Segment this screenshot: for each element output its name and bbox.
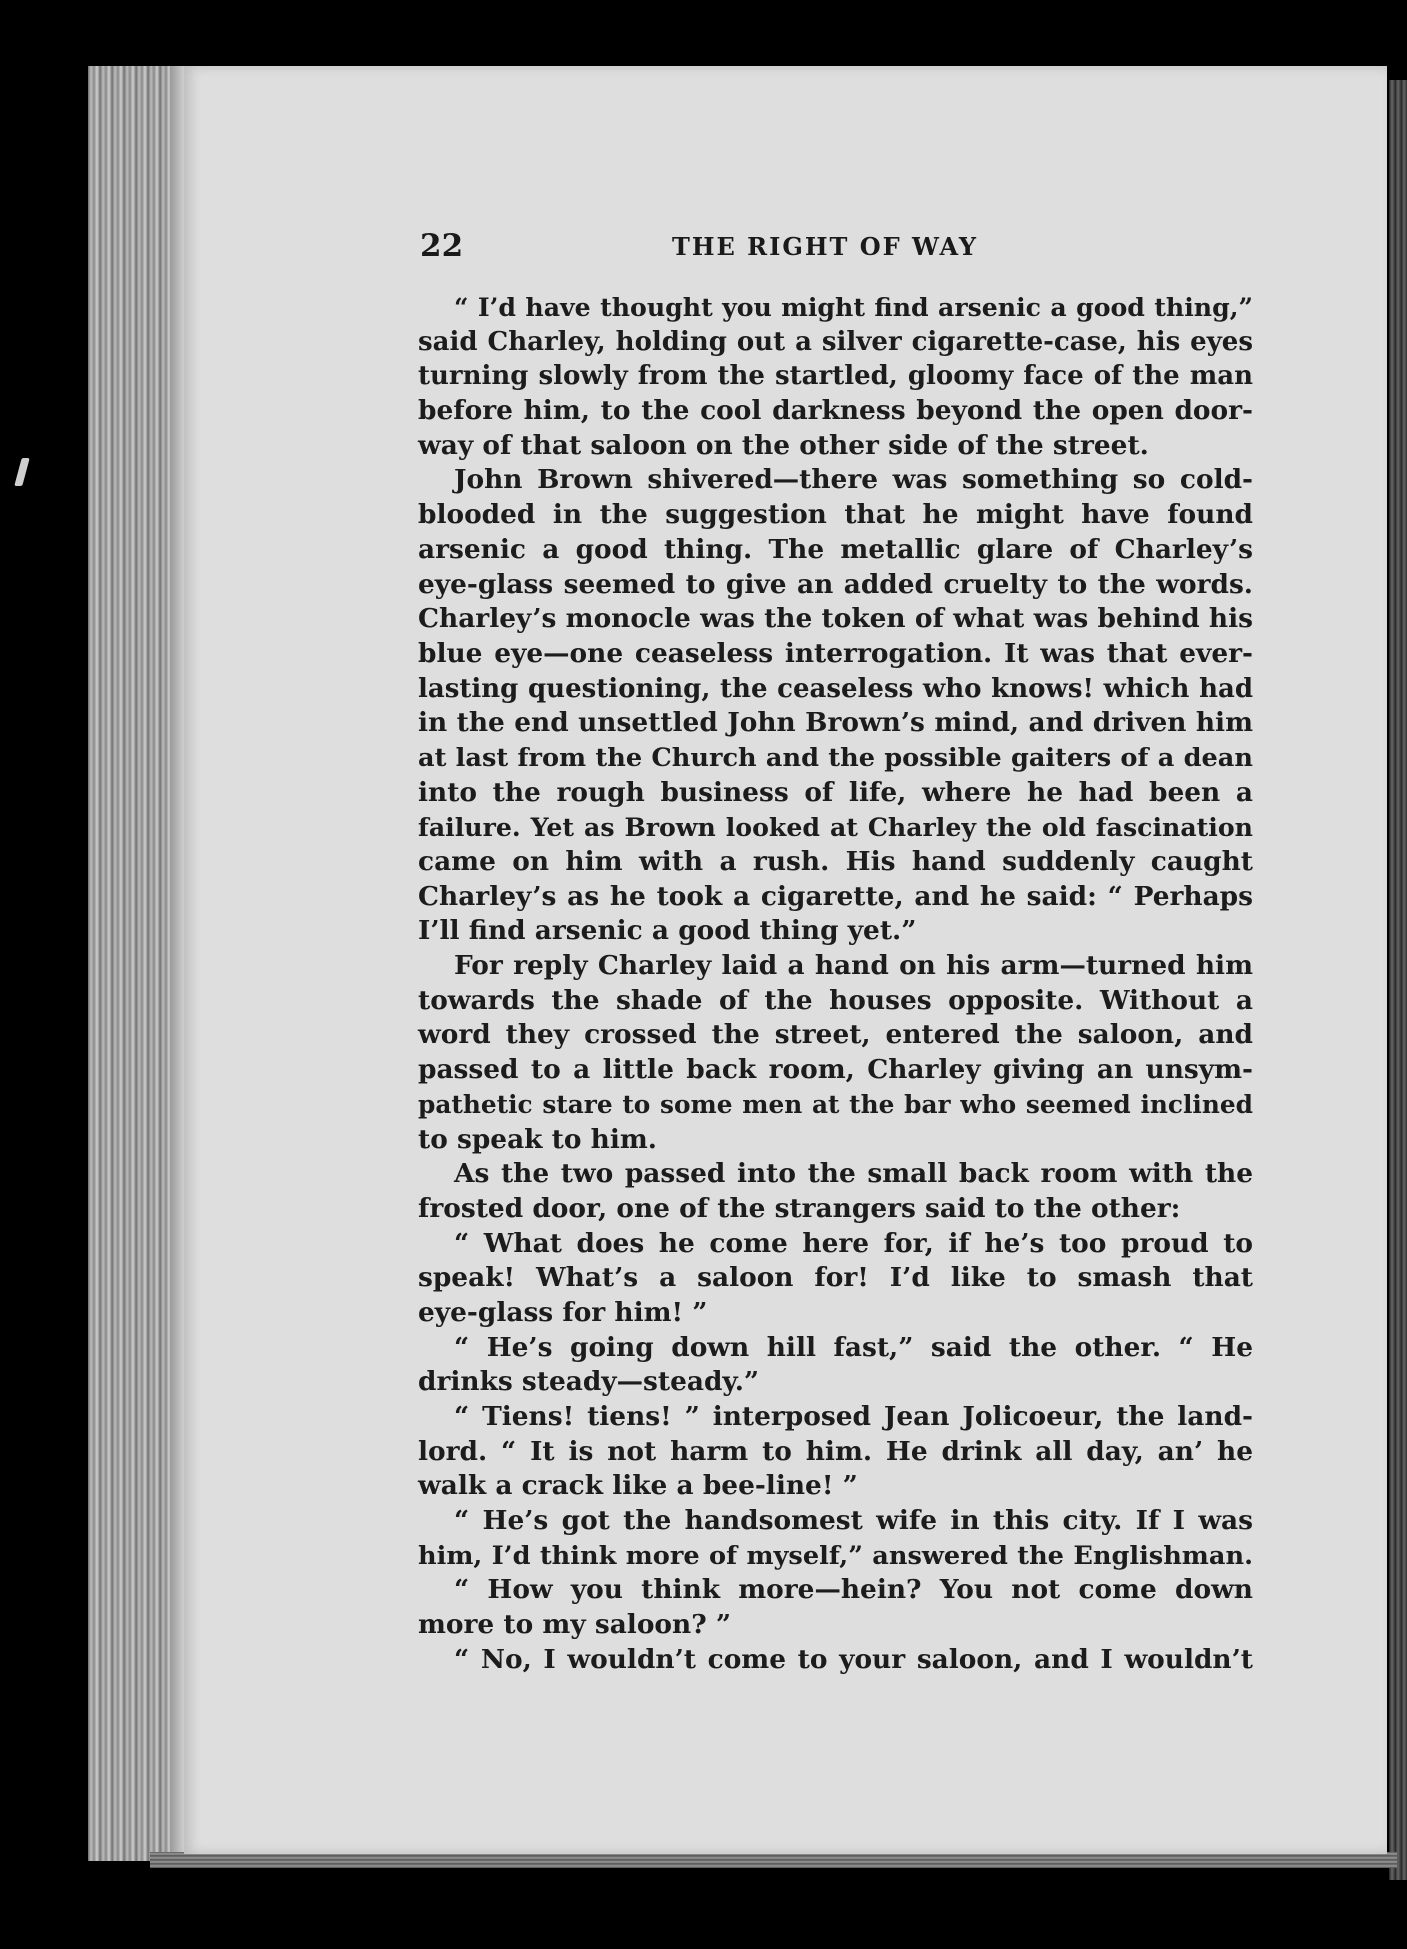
text-line: him, I’d think more of myself,” answered the Englishman. bbox=[418, 1540, 1253, 1571]
text-line: arsenic a good thing. The metallic glare of Charley’s bbox=[418, 533, 1253, 565]
text-line: For reply Charley laid a hand on his arm—turned him bbox=[454, 950, 1253, 982]
text-line: towards the shade of the houses opposite. Without a bbox=[418, 984, 1253, 1016]
text-line: blue eye—one ceaseless interrogation. It was that ever- bbox=[418, 637, 1253, 669]
text-line: speak! What’s a saloon for! I’d like to smash that bbox=[418, 1262, 1253, 1294]
text-line: more to my saloon? ” bbox=[418, 1609, 732, 1641]
text-line: lasting questioning, the ceaseless who knows! which had bbox=[418, 673, 1253, 704]
text-line: “ What does he come here for, if he’s too proud to bbox=[454, 1227, 1253, 1259]
text-line: blooded in the suggestion that he might have found bbox=[418, 499, 1253, 531]
book-binding-edge bbox=[88, 66, 188, 1861]
text-line: I’ll find arsenic a good thing yet.” bbox=[418, 915, 917, 947]
text-line: “ No, I wouldn’t come to your saloon, and I wouldn’t bbox=[454, 1643, 1253, 1675]
text-line: at last from the Church and the possible gaiters of a dean bbox=[418, 742, 1253, 773]
stray-mark bbox=[14, 458, 30, 486]
text-line: failure. Yet as Brown looked at Charley the old fascination bbox=[418, 812, 1253, 843]
text-line: drinks steady—steady.” bbox=[418, 1366, 760, 1398]
text-line: “ He’s got the handsomest wife in this city. If I was bbox=[454, 1505, 1253, 1537]
text-line: said Charley, holding out a silver cigarette-case, his eyes bbox=[418, 326, 1253, 357]
text-line: passed to a little back room, Charley giving an unsym- bbox=[418, 1054, 1253, 1086]
text-line: in the end unsettled John Brown’s mind, and driven him bbox=[418, 707, 1253, 739]
text-line: As the two passed into the small back room with the bbox=[454, 1158, 1253, 1190]
text-line: “ How you think more—hein? You not come down bbox=[454, 1574, 1253, 1606]
page-number: 22 bbox=[420, 228, 464, 264]
text-line: eye-glass for him! ” bbox=[418, 1296, 708, 1328]
page-right-edge bbox=[1389, 80, 1407, 1880]
book-title: THE RIGHT OF WAY bbox=[672, 232, 979, 261]
body-text bbox=[418, 290, 1253, 1678]
text-line: word they crossed the street, entered the saloon, and bbox=[418, 1019, 1253, 1051]
text-line: walk a crack like a bee-line! ” bbox=[418, 1470, 858, 1502]
text-line: way of that saloon on the other side of the street. bbox=[418, 429, 1149, 461]
text-line: before him, to the cool darkness beyond the open door- bbox=[418, 395, 1253, 427]
text-line: to speak to him. bbox=[418, 1123, 657, 1155]
text-line: frosted door, one of the strangers said to the other: bbox=[418, 1192, 1181, 1224]
page-bottom-edge bbox=[150, 1852, 1397, 1868]
text-line: pathetic stare to some men at the bar who seemed inclined bbox=[418, 1089, 1253, 1119]
text-line: “ I’d have thought you might find arsenic a good thing,” bbox=[454, 292, 1253, 322]
text-line: “ He’s going down hill fast,” said the other. “ He bbox=[454, 1331, 1253, 1363]
text-line: came on him with a rush. His hand suddenly caught bbox=[418, 846, 1253, 877]
text-line: turning slowly from the startled, gloomy face of the man bbox=[418, 361, 1253, 392]
text-line: Charley’s monocle was the token of what was behind his bbox=[418, 603, 1253, 635]
text-line: John Brown shivered—there was something so cold- bbox=[454, 464, 1253, 496]
text-line: eye-glass seemed to give an added cruelty to the words. bbox=[418, 568, 1253, 600]
text-line: “ Tiens! tiens! ” interposed Jean Jolicoeur, the land- bbox=[454, 1401, 1253, 1432]
text-line: lord. “ It is not harm to him. He drink all day, an’ he bbox=[418, 1435, 1253, 1467]
text-line: Charley’s as he took a cigarette, and he said: “ Perhaps bbox=[418, 880, 1253, 912]
running-head bbox=[420, 228, 1255, 268]
text-line: into the rough business of life, where he had been a bbox=[418, 776, 1253, 808]
